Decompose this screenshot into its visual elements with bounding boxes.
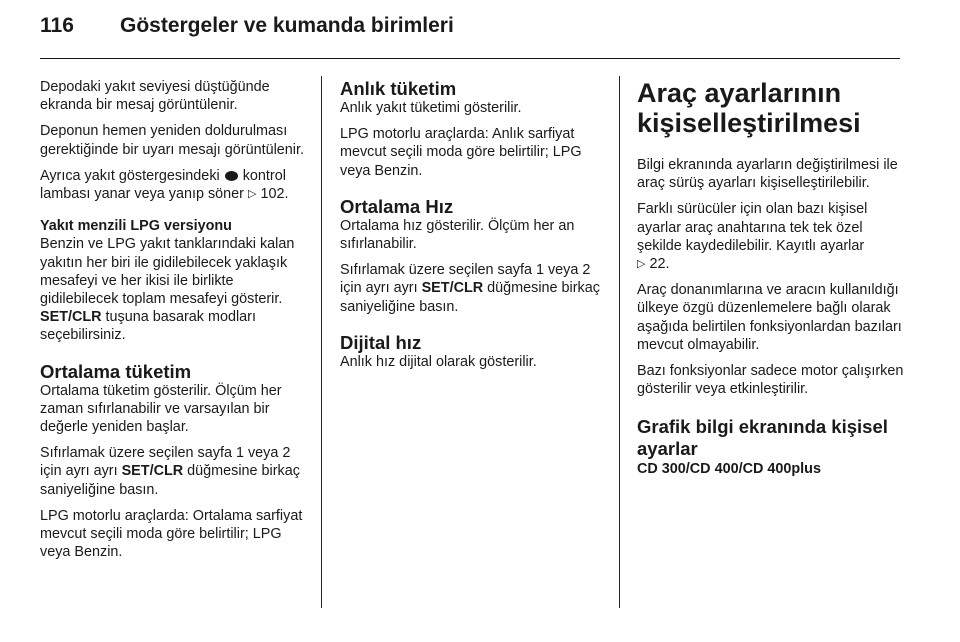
paragraph: LPG motorlu araçlarda: Anlık sarfiyat mevcut seçili moda göre belirtilir; LPG veya Benzin. xyxy=(340,126,582,179)
column-3 xyxy=(637,78,907,479)
paragraph: Bazı fonksiyonlar sadece motor çalışırken gösterilir veya etkinleştirilir. xyxy=(637,363,904,398)
chapter-title: Göstergeler ve kumanda birimleri xyxy=(120,14,454,37)
paragraph: Anlık hız dijital olarak gösterilir. xyxy=(340,353,537,370)
set-clr-button-label: SET/CLR xyxy=(40,309,102,326)
section-heading-instant-consumption: Anlık tüketim xyxy=(340,78,457,99)
page-reference[interactable]: 22. xyxy=(649,256,670,273)
page-header xyxy=(40,14,920,38)
subheading-cd-models: CD 300/CD 400/CD 400plus xyxy=(637,461,821,478)
paragraph: Bilgi ekranında ayarların değiştirilmesi ile araç sürüş ayarları kişiselleştirilebilir. xyxy=(637,157,898,192)
paragraph: Ayrıca yakıt göstergesindeki kontrol lambası yanar veya yanıp söner ▷ 102. xyxy=(40,167,289,203)
paragraph: Anlık yakıt tüketimi gösterilir. xyxy=(340,100,522,116)
paragraph: Ortalama hız gösterilir. Ölçüm her an sıfırlanabilir. xyxy=(340,217,575,253)
paragraph: LPG motorlu araçlarda: Ortalama sarfiyat mevcut seçili moda göre belirtilir; LPG veya Benzin. xyxy=(40,507,303,561)
paragraph: Benzin ve LPG yakıt tanklarındaki kalan yakıtın her biri ile gidilebilecek yaklaşık mesafeyi ve her ikisi ile birlikte gidilebilecek toplam mesafeyi gösterir. SET/CLR tuşuna basarak modları seçebilirsiniz. xyxy=(40,236,295,344)
page-number: 116 xyxy=(40,14,74,37)
section-heading-lpg-range: Yakıt menzili LPG versiyonu xyxy=(40,218,232,235)
section-heading-graphic-display: Grafik bilgi ekranında kişisel ayarlar xyxy=(637,416,888,460)
column-divider-1 xyxy=(321,76,322,608)
column-divider-2 xyxy=(619,76,620,608)
page-reference-arrow-icon: ▷ xyxy=(637,258,646,271)
fuel-warning-lamp-icon xyxy=(225,171,238,181)
header-rule xyxy=(40,58,900,59)
paragraph: Ortalama tüketim gösterilir. Ölçüm her zaman sıfırlanabilir ve varsayılan bir değerle yeniden başlar. xyxy=(40,382,282,436)
page-reference[interactable]: 102. xyxy=(260,186,289,203)
paragraph: Araç donanımlarına ve aracın kullanıldığı ülkeye özgü düzenlemelere bağlı olarak aşağıda belirtilen fonksiyonlardan bazıları mevcut olmayabilir. xyxy=(637,282,902,353)
paragraph: Farklı sürücüler için olan bazı kişisel ayarlar araç anahtarına tek tek özel şekilde kaydedilebilir. Kayıtlı ayarlar ▷ 22. xyxy=(637,201,868,273)
set-clr-button-label: SET/CLR xyxy=(421,280,484,297)
paragraph: Deponun hemen yeniden doldurulması gerektiğinde bir uyarı mesajı görüntülenir. xyxy=(40,123,304,158)
section-heading-average-consumption: Ortalama tüketim xyxy=(40,360,192,382)
paragraph: Sıfırlamak üzere seçilen sayfa 1 veya 2 için ayrı ayrı SET/CLR düğmesine birkaç saniyeliğine basın. xyxy=(340,262,600,315)
paragraph: Depodaki yakıt seviyesi düştüğünde ekranda bir mesaj görüntülenir. xyxy=(40,79,270,114)
section-heading-average-speed: Ortalama Hız xyxy=(340,195,454,217)
column-2 xyxy=(340,78,604,379)
section-heading-digital-speed: Dijital hız xyxy=(340,331,422,353)
paragraph: Sıfırlamak üzere seçilen sayfa 1 veya 2 için ayrı ayrı SET/CLR düğmesine birkaç saniyeliğine basın. xyxy=(40,445,300,498)
set-clr-button-label: SET/CLR xyxy=(121,463,184,480)
column-1 xyxy=(40,78,310,569)
page-reference-arrow-icon: ▷ xyxy=(247,188,257,201)
main-section-title: Araç ayarlarının kişiselleştirilmesi xyxy=(637,78,861,138)
